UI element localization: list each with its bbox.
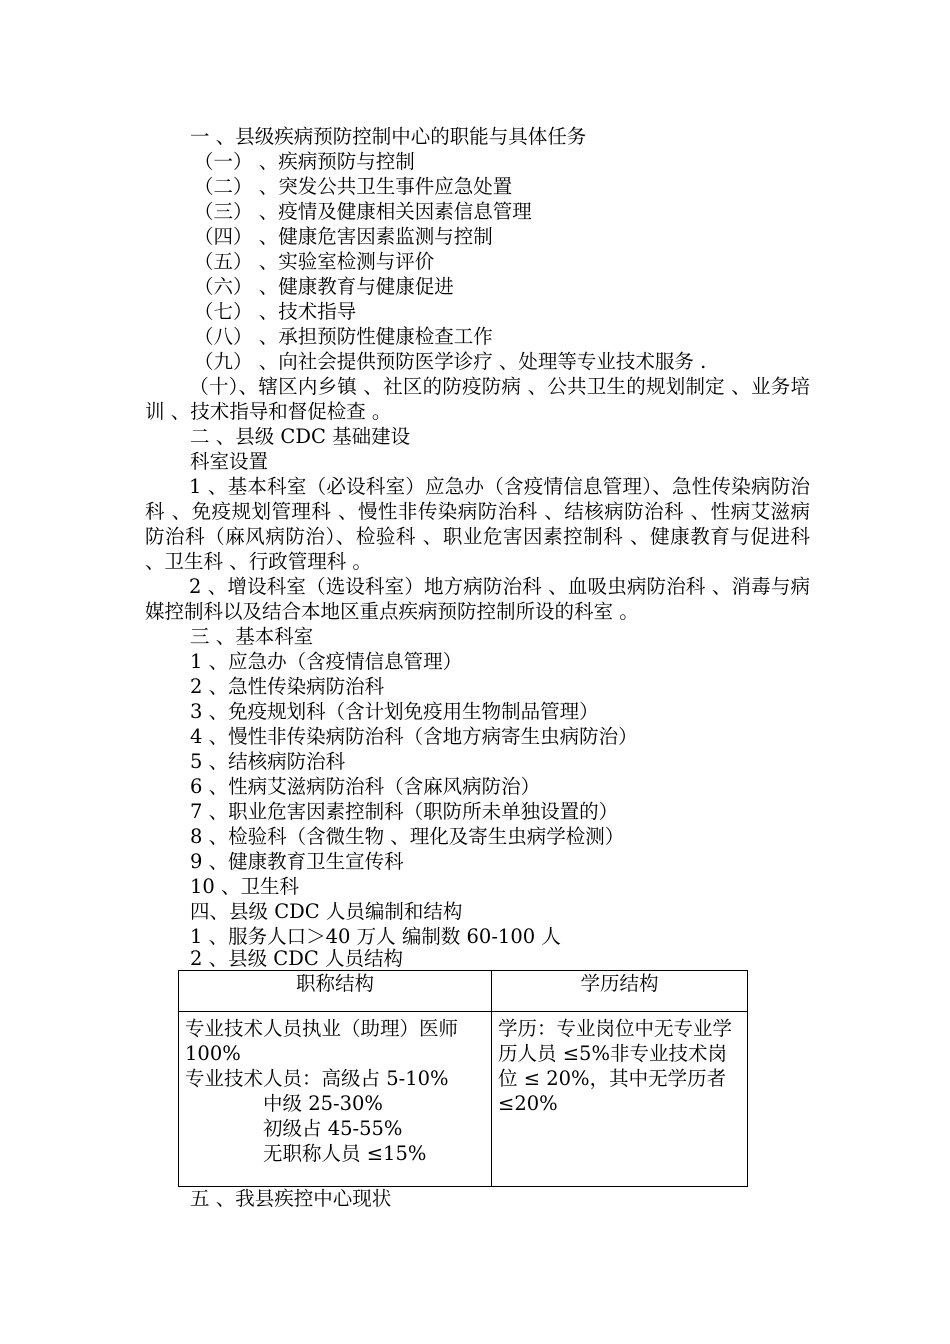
table-header-education-structure: 学历结构	[492, 971, 748, 1012]
s2-paragraph-1-text: 1 、基本科室（必设科室）应急办（含疫情信息管理）、急性传染病防治科 、免疫规划管理科 、慢性非传染病防治科 、结核病防治科 、性病艾滋病防治科（麻风病防治）、检验科 、职业危害因素控制科 、健康教育与促进科 、卫生科 、行政管理科 。	[145, 475, 810, 573]
s3-item-8: 8 、检验科（含微生物 、理化及寄生虫病学检测）	[190, 825, 625, 848]
s2-paragraph-2	[145, 574, 810, 624]
s3-item-6: 6 、性病艾滋病防治科（含麻风病防治）	[190, 775, 541, 798]
s1-item-10-text: （十）、辖区内乡镇 、社区的防疫防病 、公共卫生的规划制定 、业务培训 、技术指导和督促检查 。	[145, 375, 810, 423]
cell-line: 100%	[185, 1042, 241, 1065]
s1-item-7: （七） 、技术指导	[194, 300, 357, 323]
s1-item-1: （一） 、疾病预防与控制	[194, 150, 415, 173]
s3-item-7: 7 、职业危害因素控制科（职防所未单独设置的）	[190, 800, 619, 823]
s1-item-4: （四） 、健康危害因素监测与控制	[194, 225, 493, 248]
cell-line: 初级占 45-55%	[263, 1117, 403, 1140]
s1-item-10	[145, 374, 810, 424]
s1-item-6: （六） 、健康教育与健康促进	[194, 275, 454, 298]
s4-item-2: 2 、县级 CDC 人员结构	[190, 947, 403, 970]
s3-item-2: 2 、急性传染病防治科	[190, 675, 385, 698]
cell-line: 无职称人员 ≤15%	[263, 1142, 427, 1165]
s1-item-2: （二） 、突发公共卫生事件应急处置	[194, 175, 513, 198]
s3-item-4: 4 、慢性非传染病防治科（含地方病寄生虫病防治）	[190, 725, 638, 748]
staff-structure-table	[178, 970, 748, 1187]
s3-item-10: 10 、卫生科	[190, 875, 300, 898]
s1-item-9: （九） 、向社会提供预防医学诊疗 、处理等专业技术服务 .	[194, 350, 707, 373]
s4-item-1: 1 、服务人口＞40 万人 编制数 60-100 人	[190, 925, 561, 948]
s1-item-5: （五） 、实验室检测与评价	[194, 250, 435, 273]
cell-line: 中级 25-30%	[263, 1092, 383, 1115]
section-3-title: 三 、基本科室	[190, 625, 314, 648]
s3-item-1: 1 、应急办（含疫情信息管理）	[190, 650, 463, 673]
cell-line: 专业技术人员执业（助理）医师	[185, 1017, 459, 1040]
s1-item-8: （八） 、承担预防性健康检查工作	[194, 325, 493, 348]
cell-line: 专业技术人员：高级占 5-10%	[185, 1067, 449, 1090]
s3-item-5: 5 、结核病防治科	[190, 750, 346, 773]
s1-item-3: （三） 、疫情及健康相关因素信息管理	[194, 200, 532, 223]
s3-item-3: 3 、免疫规划科（含计划免疫用生物制品管理）	[190, 700, 599, 723]
section-2-subtitle: 科室设置	[190, 450, 269, 473]
section-4-title: 四、县级 CDC 人员编制和结构	[190, 900, 463, 923]
s2-paragraph-1	[145, 474, 810, 574]
section-5-title: 五 、我县疾控中心现状	[190, 1187, 392, 1210]
s2-paragraph-2-text: 2 、增设科室（选设科室）地方病防治科 、血吸虫病防治科 、消毒与病媒控制科以及结合本地区重点疾病预防控制所设的科室 。	[145, 575, 810, 623]
title-structure-cell	[179, 1012, 492, 1187]
s3-item-9: 9 、健康教育卫生宣传科	[190, 850, 404, 873]
education-structure-cell: 学历：专业岗位中无专业学历人员 ≤5%非专业技术岗位 ≤ 20%，其中无学历者 ≤20%	[492, 1012, 748, 1187]
section-1-title: 一 、县级疾病预防控制中心的职能与具体任务	[190, 125, 587, 148]
section-2-title: 二 、县级 CDC 基础建设	[190, 425, 411, 448]
table-header-title-structure: 职称结构	[179, 971, 492, 1012]
table-row	[179, 1012, 748, 1187]
table-header-row	[179, 971, 748, 1012]
